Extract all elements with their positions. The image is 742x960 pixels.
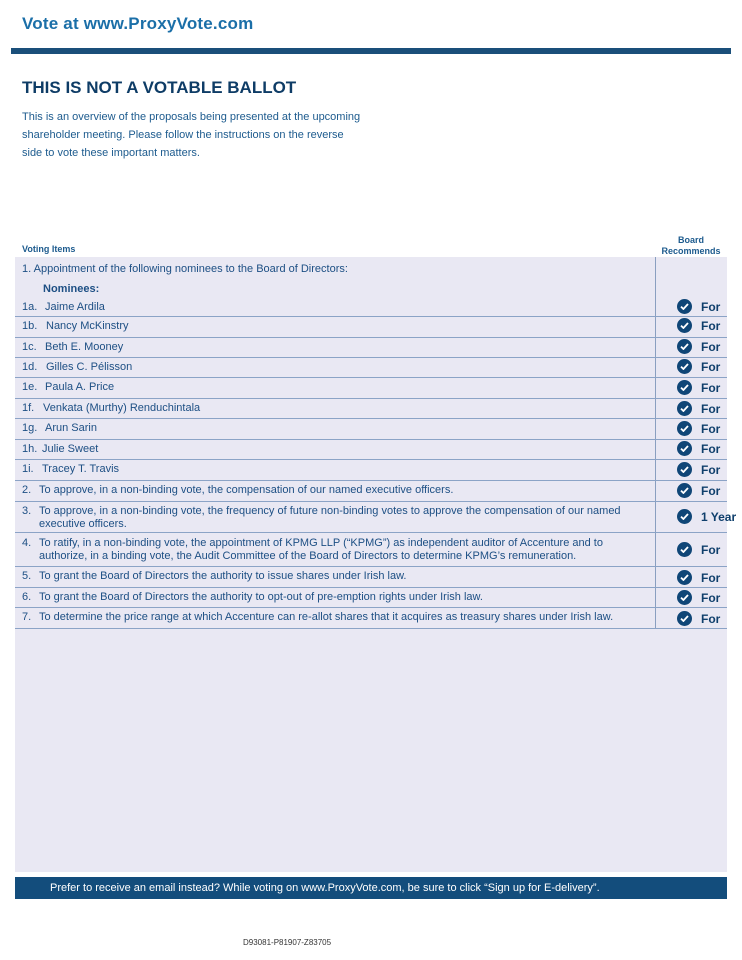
proposal-text: To grant the Board of Directors the authority to issue shares under Irish law. — [39, 570, 407, 582]
check-circle-icon — [677, 359, 692, 374]
proposal-text: To approve, in a non-binding vote, the frequency of future non-binding votes to approve the compensation of our named executive officers. — [39, 505, 624, 530]
recommendation: For — [677, 590, 742, 605]
proposal-1-row — [15, 257, 727, 282]
proposal-text: To ratify, in a non-binding vote, the appointment of KPMG LLP (“KPMG”) as independent auditor of Accenture and to authorize, in a binding vote, the Audit Committee of the Board of Directors to determine KPMG’s remuneration. — [39, 537, 607, 562]
nominee-name: Venkata (Murthy) Renduchintala — [43, 402, 201, 414]
e-delivery-banner: Prefer to receive an email instead? While voting on www.ProxyVote.com, be sure to click “Sign up for E-delivery”. — [15, 877, 727, 899]
table-row: 1b. Nancy McKinstry For — [15, 317, 727, 338]
recommendation: For — [677, 462, 742, 477]
recommendation: For — [677, 570, 742, 585]
proposal-3-row: 3. To approve, in a non-binding vote, the frequency of future non-binding votes to approve the compensation of our named executive officers. 1 Year — [15, 502, 727, 533]
recommendation: For — [677, 380, 742, 395]
recommendation: For — [677, 483, 742, 498]
proposal-6-row: 6. To grant the Board of Directors the authority to opt-out of pre-emption rights under Irish law. For — [15, 588, 727, 608]
recommendation: For — [677, 359, 742, 374]
nominee-name: Nancy McKinstry — [46, 320, 129, 332]
check-circle-icon — [677, 380, 692, 395]
recommendation: 1 Year — [677, 509, 742, 524]
check-circle-icon — [677, 542, 692, 557]
check-circle-icon — [677, 299, 692, 314]
board-recommends-header: Board Recommends — [661, 235, 721, 256]
proposal-text: To approve, in a non-binding vote, the compensation of our named executive officers. — [39, 484, 454, 496]
recommendation: For — [677, 318, 742, 333]
header-divider — [11, 48, 731, 54]
recommendation: For — [677, 542, 742, 557]
nominee-name: Jaime Ardila — [45, 301, 105, 313]
intro-text: This is an overview of the proposals being presented at the upcoming shareholder meeting. Please follow the instructions on the reverse side to vote these important matters. — [22, 111, 361, 159]
document-code: D93081-P81907-Z83705 — [243, 938, 332, 947]
proposal-4-row: 4. To ratify, in a non-binding vote, the appointment of KPMG LLP (“KPMG”) as independent auditor of Accenture and to authorize, in a binding vote, the Audit Committee of the Board of Directors to determine KPMG’s remuneration. For — [15, 533, 727, 567]
proposal-1-text: 1. Appointment of the following nominees to the Board of Directors: — [22, 263, 348, 275]
recommendation: For — [677, 441, 742, 456]
check-circle-icon — [677, 339, 692, 354]
recommendation: For — [677, 401, 742, 416]
check-circle-icon — [677, 441, 692, 456]
nominee-name: Tracey T. Travis — [42, 463, 120, 475]
nominee-name: Gilles C. Pélisson — [46, 361, 133, 373]
table-row: 1f. Venkata (Murthy) Renduchintala For — [15, 399, 727, 419]
nominee-name: Arun Sarin — [45, 422, 97, 434]
proposal-2-row: 2. To approve, in a non-binding vote, the compensation of our named executive officers. For — [15, 481, 727, 502]
nominees-label-row — [15, 282, 727, 299]
check-circle-icon — [677, 611, 692, 626]
check-circle-icon — [677, 590, 692, 605]
nominees-label: Nominees: — [43, 283, 100, 295]
check-circle-icon — [677, 401, 692, 416]
page-title: Vote at www.ProxyVote.com — [22, 14, 254, 33]
nominee-name: Julie Sweet — [42, 443, 99, 455]
check-circle-icon — [677, 570, 692, 585]
recommendation: For — [677, 611, 742, 626]
proposal-text: To grant the Board of Directors the authority to opt-out of pre-emption rights under Irish law. — [39, 591, 483, 603]
recommendation: For — [677, 421, 742, 436]
proposal-7-row: 7. To determine the price range at which Accenture can re-allot shares that it acquires as treasury shares under Irish law. For — [15, 608, 727, 629]
table-row: 1a. Jaime Ardila For — [15, 299, 727, 317]
table-row: 1g. Arun Sarin For — [15, 419, 727, 440]
recommendation: For — [677, 339, 742, 354]
voting-items-header: Voting Items — [22, 244, 76, 254]
table-row: 1d. Gilles C. Pélisson For — [15, 358, 727, 378]
check-circle-icon — [677, 462, 692, 477]
nominee-name: Beth E. Mooney — [45, 341, 124, 353]
table-row: 1c. Beth E. Mooney For — [15, 338, 727, 358]
check-circle-icon — [677, 318, 692, 333]
check-circle-icon — [677, 509, 692, 524]
nominee-name: Paula A. Price — [45, 381, 115, 393]
check-circle-icon — [677, 421, 692, 436]
proposal-5-row: 5. To grant the Board of Directors the authority to issue shares under Irish law. For — [15, 567, 727, 588]
table-row: 1e. Paula A. Price For — [15, 378, 727, 399]
ballot-heading: THIS IS NOT A VOTABLE BALLOT — [22, 78, 297, 97]
proposal-text: To determine the price range at which Accenture can re-allot shares that it acquires as treasury shares under Irish law. — [39, 611, 614, 623]
check-circle-icon — [677, 483, 692, 498]
table-row: 1h. Julie Sweet For — [15, 440, 727, 460]
recommendation: For — [677, 299, 742, 314]
table-row: 1i. Tracey T. Travis For — [15, 460, 727, 481]
